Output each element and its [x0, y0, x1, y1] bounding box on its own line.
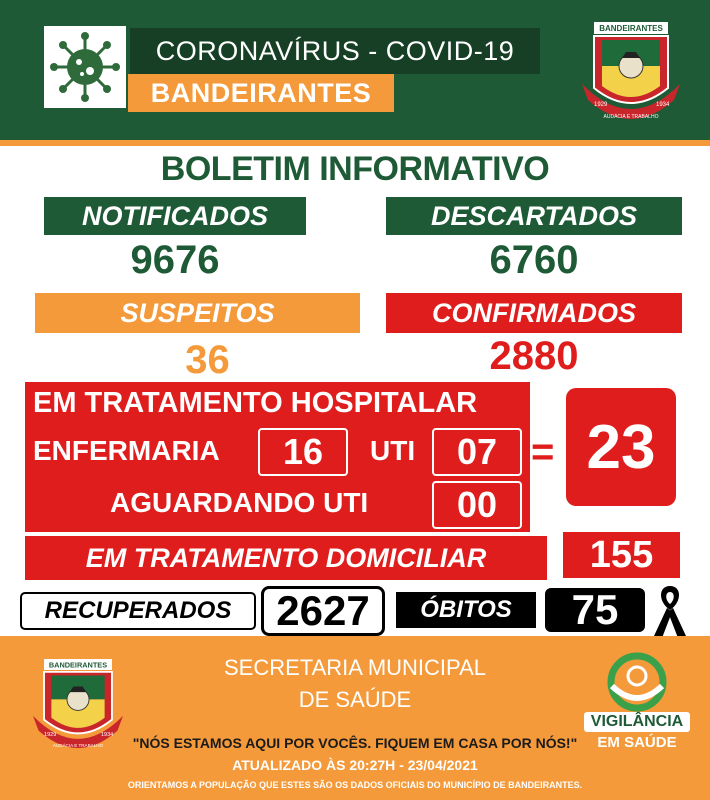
mourning-ribbon-icon [650, 582, 690, 640]
orientation-note: ORIENTAMOS A POPULAÇÃO QUE ESTES SÃO OS DADOS OFICIAIS DO MUNICÍPIO DE BANDEIRANTES. [127, 780, 583, 790]
svg-text:AUDÁCIA E TRABALHO: AUDÁCIA E TRABALHO [52, 743, 104, 749]
confirmados-value: 2880 [489, 334, 579, 378]
vigilancia-line-1: VIGILÂNCIA [584, 712, 690, 732]
enfermaria-value: 16 [258, 428, 348, 476]
descartados-label: DESCARTADOS [386, 197, 682, 235]
updated-timestamp: ATUALIZADO ÀS 20:27H - 23/04/2021 [232, 757, 478, 773]
notificados-value: 9676 [130, 238, 220, 282]
hospital-title: EM TRATAMENTO HOSPITALAR [33, 387, 478, 419]
uti-label: UTI [370, 435, 416, 466]
aguardando-uti-value: 00 [432, 481, 522, 529]
recuperados-label: RECUPERADOS [20, 592, 256, 630]
divider-stripe [0, 140, 710, 146]
enfermaria-label: ENFERMARIA [33, 435, 220, 466]
svg-text:1934: 1934 [656, 102, 670, 108]
vigilancia-logo [584, 652, 690, 762]
domiciliar-label: EM TRATAMENTO DOMICILIAR [25, 536, 547, 580]
secretaria-title [180, 652, 530, 716]
recuperados-value: 2627 [261, 586, 385, 636]
svg-text:AUDÁCIA E TRABALHO: AUDÁCIA E TRABALHO [603, 114, 659, 120]
secretaria-line-1: SECRETARIA MUNICIPAL [223, 655, 486, 680]
svg-text:1929: 1929 [44, 732, 57, 739]
notificados-label: NOTIFICADOS [44, 197, 306, 235]
obitos-label: ÓBITOS [396, 592, 536, 628]
hospital-total: 23 [566, 388, 676, 506]
footer-quote: "NÓS ESTAMOS AQUI POR VOCÊS. FIQUEM EM CASA POR NÓS!" [132, 735, 578, 751]
obitos-value: 75 [545, 588, 645, 632]
suspeitos-label: SUSPEITOS [35, 293, 360, 333]
aguardando-uti-label: AGUARDANDO UTI [110, 487, 369, 518]
suspeitos-value: 36 [185, 338, 230, 382]
city-crest-footer-logo [22, 648, 134, 760]
confirmados-label: CONFIRMADOS [386, 293, 682, 333]
svg-text:1929: 1929 [594, 102, 608, 108]
virus-icon [44, 26, 126, 108]
descartados-value: 6760 [489, 238, 579, 282]
city-crest-logo [572, 10, 690, 132]
svg-text:1934: 1934 [100, 732, 114, 739]
uti-value: 07 [432, 428, 522, 476]
equals-sign: = [531, 430, 555, 474]
svg-text:BANDEIRANTES: BANDEIRANTES [599, 24, 663, 33]
vigilancia-line-2: EM SAÚDE [597, 734, 677, 751]
header-city: BANDEIRANTES [128, 74, 394, 112]
bulletin-title: BOLETIM INFORMATIVO [160, 150, 550, 188]
header-title: CORONAVÍRUS - COVID-19 [130, 28, 540, 74]
domiciliar-value: 155 [563, 532, 680, 578]
secretaria-line-2: DE SAÚDE [298, 687, 412, 712]
svg-text:BANDEIRANTES: BANDEIRANTES [48, 660, 108, 670]
